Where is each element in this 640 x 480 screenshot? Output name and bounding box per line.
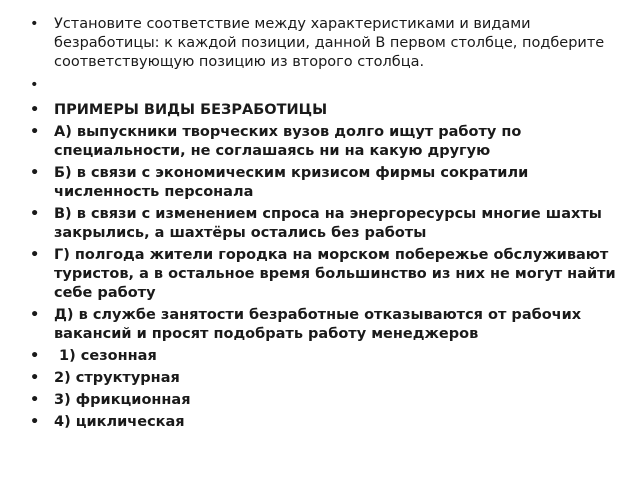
bullet-icon: • <box>30 102 40 118</box>
option-item-3 <box>30 391 618 410</box>
bullet-icon: • <box>30 247 40 263</box>
example-text-g: Г) полгода жители городка на морском побережье обслуживают туристов, а в остальное время большинство из них не могут найти себе работу <box>54 247 616 301</box>
example-item-a <box>30 123 618 161</box>
bullet-icon: • <box>30 16 39 32</box>
option-text-1: 1) сезонная <box>54 348 157 364</box>
option-item-4 <box>30 413 618 432</box>
header-text: ПРИМЕРЫ ВИДЫ БЕЗРАБОТИЦЫ <box>54 102 328 118</box>
bullet-icon: • <box>30 348 40 364</box>
instruction-item <box>30 15 618 72</box>
example-text-v: В) в связи с изменением спроса на энергоресурсы многие шахты закрылись, а шахтёры остались без работы <box>54 206 602 241</box>
example-text-b: Б) в связи с экономическим кризисом фирмы сократили численность персонала <box>54 165 529 200</box>
bullet-icon: • <box>30 370 40 386</box>
empty-item <box>30 76 618 95</box>
instruction-text: Установите соответствие между характеристиками и видами безработицы: к каждой позиции, данной В первом столбце, подберите соответствующую позицию из второго столбца. <box>54 16 605 70</box>
bullet-icon: • <box>30 307 40 323</box>
option-item-2 <box>30 369 618 388</box>
option-text-2: 2) структурная <box>54 370 180 386</box>
bullet-icon: • <box>30 77 39 93</box>
bullet-icon: • <box>30 392 40 408</box>
example-item-v <box>30 205 618 243</box>
header-item <box>30 101 618 120</box>
option-text-4: 4) циклическая <box>54 414 185 430</box>
bullet-icon: • <box>30 414 40 430</box>
bullet-list <box>30 15 618 432</box>
bullet-icon: • <box>30 206 40 222</box>
option-text-3: 3) фрикционная <box>54 392 191 408</box>
option-item-1 <box>30 347 618 366</box>
bullet-icon: • <box>30 165 40 181</box>
example-item-d <box>30 306 618 344</box>
example-text-d: Д) в службе занятости безработные отказываются от рабочих вакансий и просят подобрать работу менеджеров <box>54 307 582 342</box>
example-text-a: А) выпускники творческих вузов долго ищут работу по специальности, не соглашаясь ни на какую другую <box>54 124 522 159</box>
bullet-icon: • <box>30 124 40 140</box>
example-item-b <box>30 164 618 202</box>
example-item-g <box>30 246 618 303</box>
